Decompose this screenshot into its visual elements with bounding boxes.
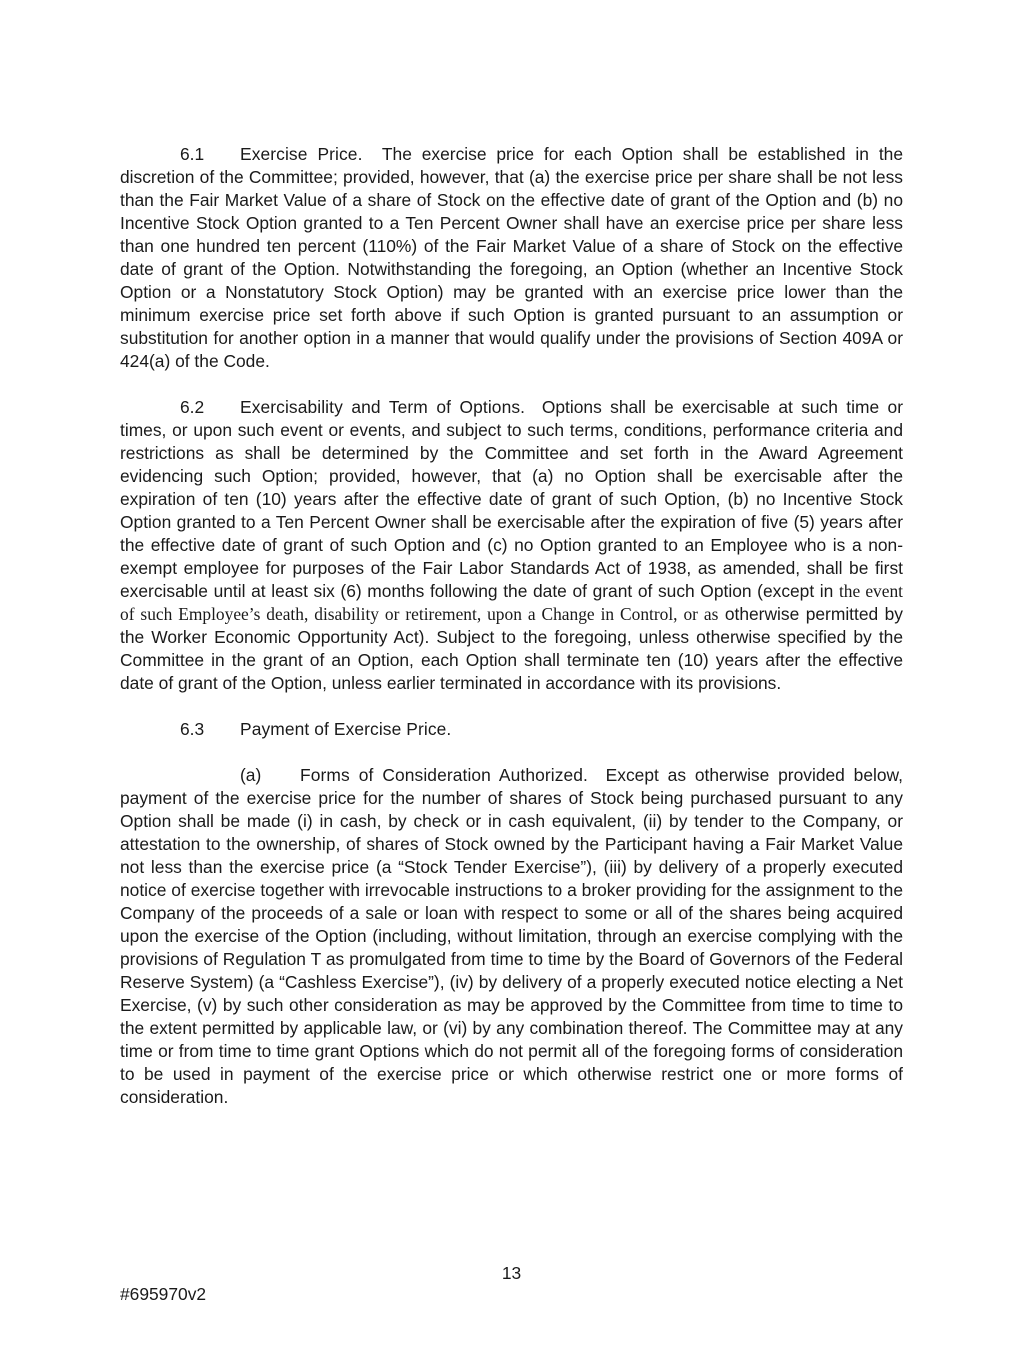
section-caption: Exercisability and Term of Options. (240, 397, 526, 417)
page-body (120, 143, 903, 1132)
subsection-number: (a) (240, 765, 262, 785)
subsection-text: ), (iii) by delivery of a properly executed notice of exercise together with irrevocable instructions to a broker providing for the assignment to the Company of the proceeds of a sale or loan with respect to some or all of the shares being acquired upon the exercise of the Option (including, without limitation, through an exercise complying with the provisions of Regulation T as promulgated from time to time by the Board of Governors of the Federal Reserve System) (a (120, 857, 903, 992)
subsection-caption: Forms of Consideration Authorized. (300, 765, 588, 785)
subsection-text: ), (iv) by delivery of a properly executed notice electing a Net Exercise, (v) by such other consideration as may be approved by the Committee from time to time to the extent permitted by applicable law, or (vi) by any combination thereof. The Committee may at any time or from time to time grant Options which do not permit all of the foregoing forms of consideration to be used in payment of the exercise price or which otherwise restrict one or more forms of consideration. (120, 972, 903, 1107)
section-6-2 (120, 396, 903, 695)
subsection-text: Except as otherwise provided below, payment of the exercise price for the number of shares of Stock being purchased pursuant to any Option shall be made (i) in cash, by check or in cash equivalent, (ii) by tender to the Company, or attestation to the ownership, of shares of Stock owned by the Participant having a Fair Market Value not less than the exercise price (a (120, 765, 903, 877)
section-6-3-a (120, 764, 903, 1109)
section-6-3 (120, 718, 903, 741)
section-caption: Payment of Exercise Price. (240, 719, 452, 739)
section-text: The exercise price for each Option shall be established in the discretion of the Committee; provided, however, that (a) the exercise price per share shall be not less than the Fair Market Value of a share of Stock on the effective date of grant of the Option and (b) no Incentive Stock Option granted to a Ten Percent Owner shall have an exercise price per share less than one hundred ten percent (110%) of the Fair Market Value of a share of Stock on the effective date of grant of the Option. Notwithstanding the foregoing, an Option (whether an Incentive Stock Option or a Nonstatutory Stock Option) may be granted with an exercise price lower than the minimum exercise price set forth above if such Option is granted pursuant to an assumption or substitution for another option in a manner that would qualify under the provisions of Section 409A or 424(a) of the Code. (120, 144, 904, 371)
section-number: 6.2 (180, 397, 205, 417)
document-id: #695970v2 (120, 1284, 207, 1304)
section-text-serif: the event of such Employee’s death, disability or retirement, upon a Change in Control, or as (120, 581, 903, 624)
defined-term-cashless: “Cashless Exercise” (279, 972, 434, 992)
section-number: 6.3 (180, 719, 205, 739)
defined-term-stock-tender: “Stock Tender Exercise” (398, 857, 587, 877)
section-number: 6.1 (180, 144, 205, 164)
section-text-continued: otherwise permitted by the Worker Economic Opportunity Act). Subject to the foregoing, unless otherwise specified by the Committee in the grant of an Option, each Option shall terminate ten (10) years after the effective date of grant of the Option, unless earlier terminated in accordance with its provisions. (120, 604, 903, 693)
section-6-1 (120, 143, 903, 373)
page-number: 13 (501, 1263, 522, 1283)
section-caption: Exercise Price. (240, 144, 363, 164)
section-text: Options shall be exercisable at such time or times, or upon such event or events, and subject to such terms, conditions, performance criteria and restrictions as shall be determined by the Committee and set forth in the Award Agreement evidencing such Option; provided, however, that (a) no Option shall be exercisable after the expiration of ten (10) years after the effective date of grant of such Option, (b) no Incentive Stock Option granted to a Ten Percent Owner shall be exercisable after the expiration of five (5) years after the effective date of grant of such Option and (c) no Option granted to an Employee who is a non-exempt employee for purposes of the Fair Labor Standards Act of 1938, as amended, shall be first exercisable until at least six (6) months following the date of grant of such Option (except in (120, 397, 903, 601)
